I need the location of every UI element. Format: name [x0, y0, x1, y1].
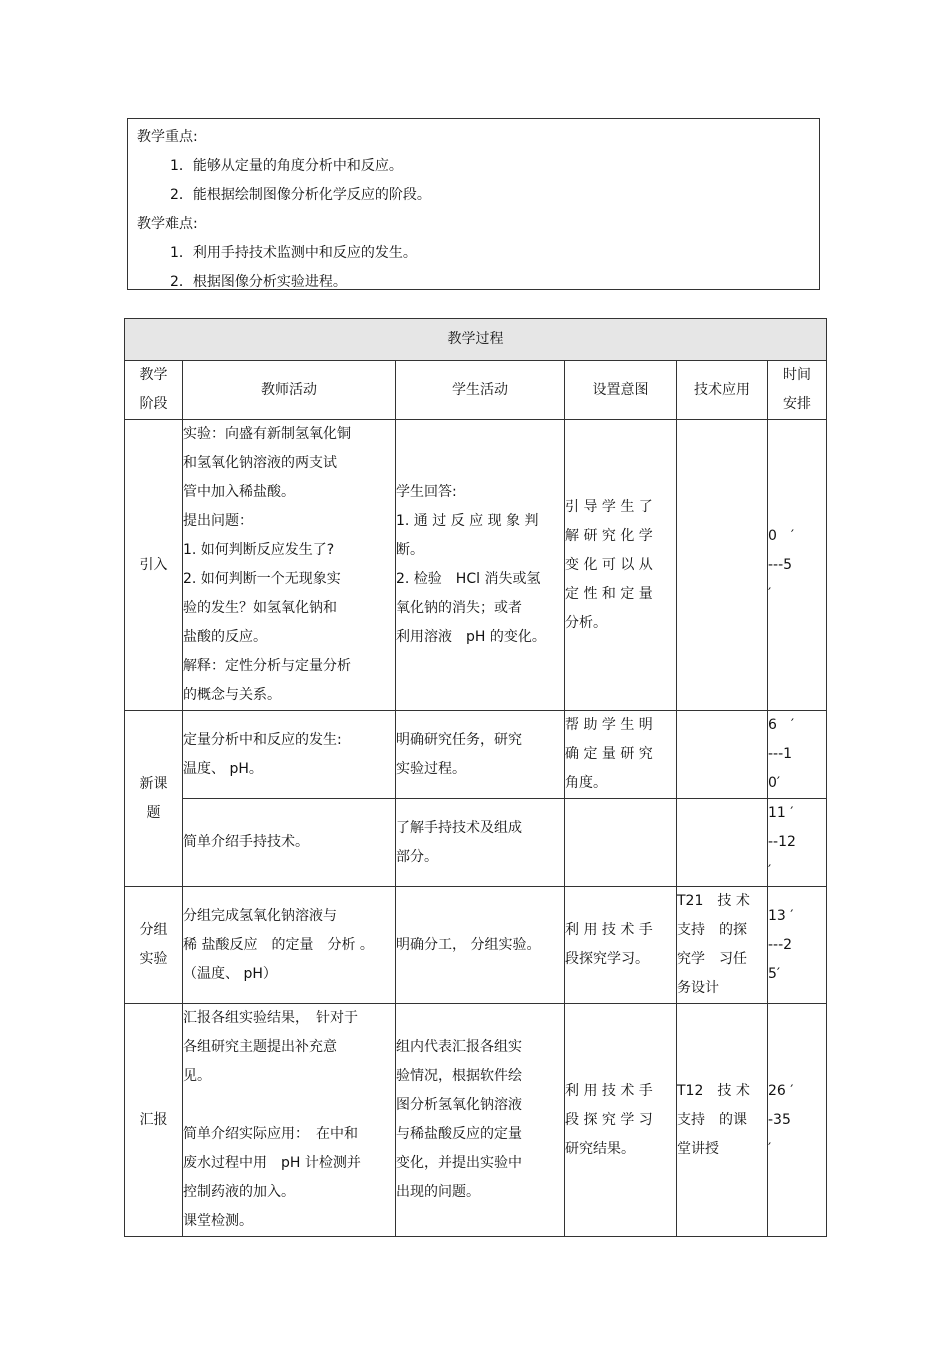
header-student: 学生活动 [396, 361, 565, 420]
time-cell: 11 ′ --12 ′ [768, 799, 827, 887]
student-activity-cell: 组内代表汇报各组实 验情况，根据软件绘 图分析氢氧化钠溶液 与稀盐酸反应的定量 变化，并提出实验中 出现的问题。 [396, 1004, 565, 1237]
header-teacher: 教师活动 [183, 361, 396, 420]
difficulty-item: 1．利用手持技术监测中和反应的发生。 [170, 245, 417, 261]
teacher-activity-cell: 分组完成氢氧化钠溶液与 稀 盐酸反应 的定量 分析 。 （温度、 pH） [183, 887, 396, 1004]
student-activity-cell: 了解手持技术及组成 部分。 [396, 799, 565, 887]
time-cell: 6 ′ ---1 0′ [768, 711, 827, 799]
focus-item: 2．能根据绘制图像分析化学反应的阶段。 [170, 187, 431, 203]
table-row [125, 887, 827, 1004]
teacher-activity-cell: 简单介绍手持技术。 [183, 799, 396, 887]
tech-cell [677, 799, 768, 887]
intent-cell: 帮 助 学 生 明 确 定 量 研 究 角度。 [565, 711, 677, 799]
stage-cell: 汇报 [125, 1004, 183, 1237]
tech-cell: T21 技 术 支持 的探 究学 习任 务设计 [677, 887, 768, 1004]
teacher-activity-cell: 汇报各组实验结果， 针对于 各组研究主题提出补充意 见。 简单介绍实际应用： 在中和 废水过程中用 pH 计检测并 控制药液的加入。 课堂检测。 [183, 1004, 396, 1237]
teacher-activity-cell: 定量分析中和反应的发生: 温度、 pH。 [183, 711, 396, 799]
focus-item: 1．能够从定量的角度分析中和反应。 [170, 158, 403, 174]
table-row [125, 420, 827, 711]
header-tech: 技术应用 [677, 361, 768, 420]
focus-title: 教学重点: [137, 129, 198, 145]
header-stage: 教学 阶段 [125, 361, 183, 420]
table-row [125, 799, 827, 887]
difficulty-item: 2．根据图像分析实验进程。 [170, 274, 347, 290]
table-row [125, 711, 827, 799]
tech-cell [677, 711, 768, 799]
tech-cell [677, 420, 768, 711]
time-cell: 0 ′ ---5 ′ [768, 420, 827, 711]
time-cell: 26 ′ -35 ′ [768, 1004, 827, 1237]
header-time: 时间 安排 [768, 361, 827, 420]
stage-cell: 引入 [125, 420, 183, 711]
teacher-activity-cell: 实验：向盛有新制氢氧化铜 和氢氧化钠溶液的两支试 管中加入稀盐酸。 提出问题： 1. 如何判断反应发生了? 2. 如何判断一个无现象实 验的发生？如氢氧化钠和 盐酸的反应。 解释：定性分析与定量分析 的概念与关系。 [183, 420, 396, 711]
table-row [125, 1004, 827, 1237]
stage-cell: 新课 题 [125, 711, 183, 887]
intent-cell: 引 导 学 生 了 解 研 究 化 学 变 化 可 以 从 定 性 和 定 量 分析。 [565, 420, 677, 711]
intent-cell: 利 用 技 术 手 段探究学习。 [565, 887, 677, 1004]
key-points-box [127, 118, 820, 290]
intent-cell [565, 799, 677, 887]
student-activity-cell: 明确分工， 分组实验。 [396, 887, 565, 1004]
difficulty-title: 教学难点: [137, 216, 198, 232]
student-activity-cell: 学生回答: 1. 通 过 反 应 现 象 判 断。 2. 检验 HCl 消失或氢 氧化钠的消失；或者 利用溶液 pH 的变化。 [396, 420, 565, 711]
tech-cell: T12 技 术 支持 的课 堂讲授 [677, 1004, 768, 1237]
teaching-process-table [124, 318, 827, 1237]
time-cell: 13 ′ ---2 5′ [768, 887, 827, 1004]
stage-cell: 分组 实验 [125, 887, 183, 1004]
header-intent: 设置意图 [565, 361, 677, 420]
student-activity-cell: 明确研究任务，研究 实验过程。 [396, 711, 565, 799]
table-title: 教学过程 [125, 319, 827, 361]
intent-cell: 利 用 技 术 手 段 探 究 学 习 研究结果。 [565, 1004, 677, 1237]
